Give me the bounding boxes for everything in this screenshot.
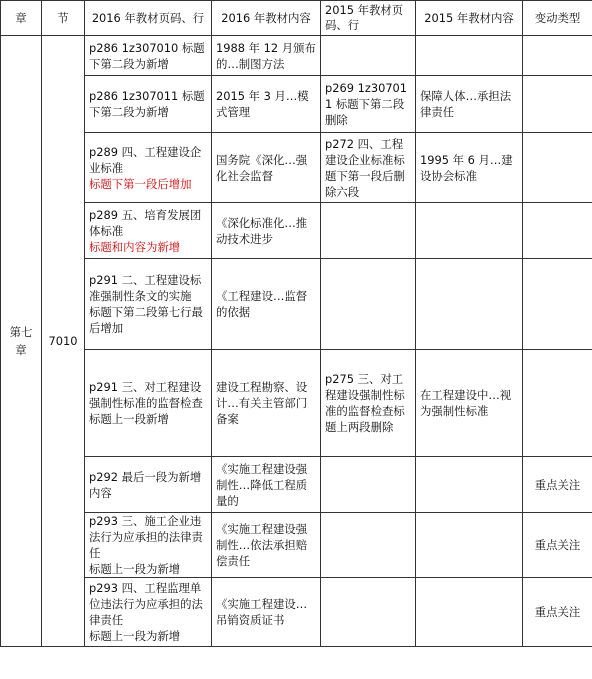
cell-2016-page <box>85 36 212 76</box>
cell-2015-content <box>416 457 523 513</box>
cell-2016-content: 《工程建设…监督的依据 <box>212 259 321 350</box>
table-row <box>1 36 592 76</box>
cell-2015-content <box>416 578 523 647</box>
cell-change-type <box>523 350 592 457</box>
cell-2016-page <box>85 578 212 647</box>
cell-2015-page <box>321 203 416 259</box>
cell-2016-content: 《实施工程建设…吊销资质证书 <box>212 578 321 647</box>
page-ref-line: 标题上一段为新增 <box>89 629 181 643</box>
header-2015-content: 2015 年教材内容 <box>416 1 523 36</box>
page-ref-line: 标题上一段为新增 <box>89 562 181 576</box>
cell-2016-content: 2015 年 3 月…模式管理 <box>212 76 321 133</box>
header-row <box>1 1 592 36</box>
cell-2016-content: 建设工程勘察、设计…有关主管部门备案 <box>212 350 321 457</box>
table-row <box>1 578 592 647</box>
page-ref-line: p293 三、施工企业违法行为应承担的法律责任 <box>89 514 203 560</box>
table-row <box>1 76 592 133</box>
table-row <box>1 133 592 203</box>
page-ref-line: p286 1z307011 标题下第二段为新增 <box>89 89 205 119</box>
table-row <box>1 350 592 457</box>
cell-2015-content: 保障人体…承担法律责任 <box>416 76 523 133</box>
page-ref-line: p293 四、工程监理单位违法行为应承担的法律责任 <box>89 581 203 627</box>
header-change-type: 变动类型 <box>523 1 592 36</box>
cell-2016-page <box>85 133 212 203</box>
cell-2015-page <box>321 36 416 76</box>
page-ref-highlight: 标题下第一段后增加 <box>89 176 192 191</box>
page-ref-line: p291 二、工程建设标准强制性条文的实施 <box>89 273 202 303</box>
cell-2015-page <box>321 578 416 647</box>
cell-2015-content: 在工程建设中…视为强制性标准 <box>416 350 523 457</box>
header-2016-content: 2016 年教材内容 <box>212 1 321 36</box>
page-ref-line: p286 1z307010 标题下第二段为新增 <box>89 40 205 71</box>
table-row <box>1 259 592 350</box>
cell-2015-page <box>321 457 416 513</box>
cell-2015-page <box>321 259 416 350</box>
section-cell: 7010 <box>42 36 85 647</box>
cell-change-type <box>523 203 592 259</box>
page-ref-line: p291 三、对工程建设强制性标准的监督检查 <box>89 380 203 410</box>
page-ref-line: p289 五、培育发展团体标准 <box>89 207 202 238</box>
header-2015-page: 2015 年教材页码、行 <box>321 1 416 36</box>
table-row <box>1 513 592 578</box>
cell-2015-content <box>416 203 523 259</box>
cell-2015-content: 1995 年 6 月…建设协会标准 <box>416 133 523 203</box>
cell-2015-content <box>416 36 523 76</box>
cell-2016-content: 《实施工程建设强制性…降低工程质量的 <box>212 457 321 513</box>
cell-change-type <box>523 259 592 350</box>
cell-2016-page <box>85 76 212 133</box>
cell-change-type: 重点关注 <box>523 513 592 578</box>
page-ref-highlight: 标题和内容为新增 <box>89 239 181 254</box>
table-row <box>1 457 592 513</box>
cell-2015-page: p272 四、工程建设企业标准标题下第一段后删除六段 <box>321 133 416 203</box>
cell-change-type: 重点关注 <box>523 457 592 513</box>
cell-2015-page: p269 1z307011 标题下第二段删除 <box>321 76 416 133</box>
header-section: 节 <box>42 1 85 36</box>
cell-2015-content <box>416 513 523 578</box>
cell-2015-page <box>321 513 416 578</box>
cell-2015-page: p275 三、对工程建设强制性标准的监督检查标题上两段删除 <box>321 350 416 457</box>
cell-change-type <box>523 133 592 203</box>
cell-2016-page <box>85 259 212 350</box>
cell-change-type: 重点关注 <box>523 578 592 647</box>
cell-2016-page <box>85 513 212 578</box>
cell-2016-content: 国务院《深化…强化社会监督 <box>212 133 321 203</box>
chapter-cell: 第七章 <box>1 36 42 647</box>
cell-change-type <box>523 36 592 76</box>
page-ref-line: 标题下第二段第七行最后增加 <box>89 305 203 335</box>
page-ref-line: 标题上一段新增 <box>89 412 169 426</box>
cell-2016-page <box>85 203 212 259</box>
header-chapter: 章 <box>1 1 42 36</box>
table-row <box>1 203 592 259</box>
cell-2016-page <box>85 457 212 513</box>
cell-change-type <box>523 76 592 133</box>
page-ref-line: p289 四、工程建设企业标准 <box>89 144 202 175</box>
cell-2016-content: 1988 年 12 月颁布的…制图方法 <box>212 36 321 76</box>
cell-2016-content: 《深化标准化…推动技术进步 <box>212 203 321 259</box>
cell-2015-content <box>416 259 523 350</box>
cell-2016-content: 《实施工程建设强制性…依法承担赔偿责任 <box>212 513 321 578</box>
page-ref-line: p292 最后一段为新增内容 <box>89 469 202 500</box>
cell-2016-page <box>85 350 212 457</box>
header-2016-page: 2016 年教材页码、行 <box>85 1 212 36</box>
